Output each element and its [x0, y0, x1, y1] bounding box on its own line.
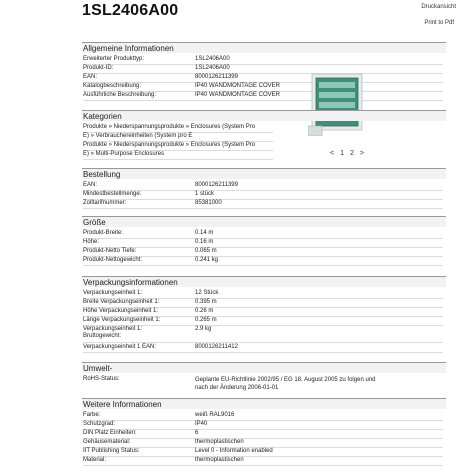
- more-info-row: [83, 457, 443, 466]
- row-key: DIN Platz Einheiten:: [83, 430, 137, 436]
- section-categories-heading: Kategorien: [82, 110, 446, 121]
- packaging-row: [83, 317, 443, 326]
- row-value: IP40: [195, 421, 208, 427]
- general-row: [83, 56, 443, 65]
- row-value: 0.241 kg: [195, 257, 219, 263]
- row-value: 0.26 m: [195, 308, 214, 314]
- size-row: [83, 230, 443, 239]
- category-breadcrumb[interactable]: Produkte » Niederspannungsprodukte » Enclosures (System Pro: [83, 142, 273, 151]
- more-info-row: [83, 412, 443, 421]
- section-packaging-heading: Verpackungsinformationen: [82, 276, 446, 287]
- order-row: [83, 200, 443, 209]
- category-breadcrumb[interactable]: E) » Verbrauchereinheiten (System pro E: [83, 133, 273, 142]
- row-value: 6: [195, 430, 199, 436]
- row-key: Höhe:: [83, 239, 100, 245]
- row-value: 1 stück: [195, 191, 215, 197]
- row-value: thermoplastischen: [195, 439, 244, 445]
- packaging-row: [83, 326, 443, 343]
- row-value: 8000126211399: [195, 182, 238, 188]
- section-order-heading: Bestellung: [82, 168, 446, 179]
- general-row: [83, 65, 443, 74]
- packaging-row: [83, 299, 443, 308]
- general-row: [83, 83, 443, 92]
- row-key: EAN:: [83, 74, 98, 80]
- more-info-row: [83, 421, 443, 430]
- row-value: IP40 WANDMONTAGE COVER: [195, 83, 281, 89]
- row-value: 12 Stück: [195, 290, 219, 296]
- print-view-link[interactable]: Druckansicht: [421, 4, 456, 10]
- row-key: Länge Verpackungseinheit 1:: [83, 317, 161, 323]
- row-key: Verpackungseinheit 1: Bruttogewicht:: [83, 326, 143, 339]
- row-value: weiß RAL9016: [195, 412, 235, 418]
- row-value: 0.16 m: [195, 239, 214, 245]
- rohs-line-1: Geplante EU-Richtlinie 2002/95 / EG 18. August 2005 zu folgen und: [195, 377, 376, 383]
- enclosure-side-part: [308, 126, 322, 136]
- order-row: [83, 182, 443, 191]
- row-value: 8000126211399: [195, 74, 238, 80]
- section-environment-heading: Umwelt-: [82, 362, 446, 373]
- row-value: 0.395 m: [195, 299, 217, 305]
- pager-prev-icon[interactable]: <: [330, 150, 335, 157]
- row-key: Katalogbeschreibung:: [83, 83, 142, 89]
- product-image: [308, 68, 366, 136]
- row-key: Produkt-ID:: [83, 65, 114, 71]
- size-row: [83, 257, 443, 266]
- row-value: [195, 376, 443, 392]
- general-row: [83, 74, 443, 83]
- order-row: [83, 191, 443, 200]
- row-value: 1SL2406A00: [195, 56, 230, 62]
- row-key: Schutzgrad:: [83, 421, 116, 427]
- row-key: Höhe Verpackungseinheit 1:: [83, 308, 159, 314]
- pager-next-icon[interactable]: >: [359, 150, 364, 157]
- row-key: Ausführliche Beschreibung:: [83, 92, 157, 98]
- row-key: Produkt-Breite:: [83, 230, 124, 236]
- enclosure-window: [319, 102, 355, 108]
- row-value: 0.14 m: [195, 230, 214, 236]
- rohs-line-2: nach der Änderung 2006-01-01: [195, 385, 279, 391]
- row-value: 0.065 m: [195, 248, 217, 254]
- row-key: Material:: [83, 457, 107, 463]
- row-key: Mindestbestellmenge:: [83, 191, 142, 197]
- more-info-row: [83, 430, 443, 439]
- row-key: EAN:: [83, 182, 98, 188]
- row-value: thermoplastischen: [195, 457, 244, 463]
- row-value: 8000126211412: [195, 344, 238, 350]
- row-key: Breite Verpackungseinheit 1:: [83, 299, 160, 305]
- enclosure-window: [319, 92, 355, 98]
- row-value: 1SL2406A00: [195, 65, 230, 71]
- row-key: Verpackungseinheit 1 EAN:: [83, 344, 157, 350]
- row-key: Erweiterter Produkttyp:: [83, 56, 145, 62]
- more-info-row: [83, 439, 443, 448]
- enclosure-window: [319, 82, 355, 88]
- packaging-row: [83, 344, 443, 353]
- row-key: IIT Publishing Status:: [83, 448, 140, 454]
- section-more-info-heading: Weitere Informationen: [82, 398, 446, 409]
- more-info-row: [83, 448, 443, 457]
- row-key: Produkt-Netto Tiefe:: [83, 248, 137, 254]
- category-breadcrumb[interactable]: Produkte » Niederspannungsprodukte » Enclosures (System Pro: [83, 124, 273, 133]
- row-value: 0.265 m: [195, 317, 217, 323]
- image-pager: [330, 150, 364, 158]
- page-title: 1SL2406A00: [82, 2, 179, 19]
- print-to-pdf-link[interactable]: Print to Pdf: [424, 20, 454, 26]
- size-row: [83, 248, 443, 257]
- section-general-heading: Allgemeine Informationen: [82, 42, 446, 53]
- row-key: Farbe:: [83, 412, 101, 418]
- row-key: Zolltarifnummer:: [83, 200, 127, 206]
- row-value: 2.9 kg: [195, 326, 212, 332]
- row-value: 85381000: [195, 200, 222, 206]
- pager-page-1[interactable]: 1: [340, 150, 344, 157]
- row-value: IP40 WANDMONTAGE COVER: [195, 92, 281, 98]
- size-row: [83, 239, 443, 248]
- section-size-heading: Größe: [82, 216, 446, 227]
- row-key: Verpackungseinheit 1:: [83, 290, 143, 296]
- rohs-row: [83, 376, 443, 392]
- row-value: Level 0 - Information enabled: [195, 448, 273, 454]
- row-key: Gehäusematerial:: [83, 439, 131, 445]
- row-key: RoHS-Status:: [83, 376, 120, 382]
- category-breadcrumb[interactable]: E) » Multi-Purpose Enclosures: [83, 151, 273, 160]
- row-key: Produkt-Nettogewicht:: [83, 257, 143, 263]
- packaging-row: [83, 290, 443, 299]
- pager-page-2[interactable]: 2: [350, 150, 354, 157]
- packaging-row: [83, 308, 443, 317]
- general-row: [83, 92, 443, 101]
